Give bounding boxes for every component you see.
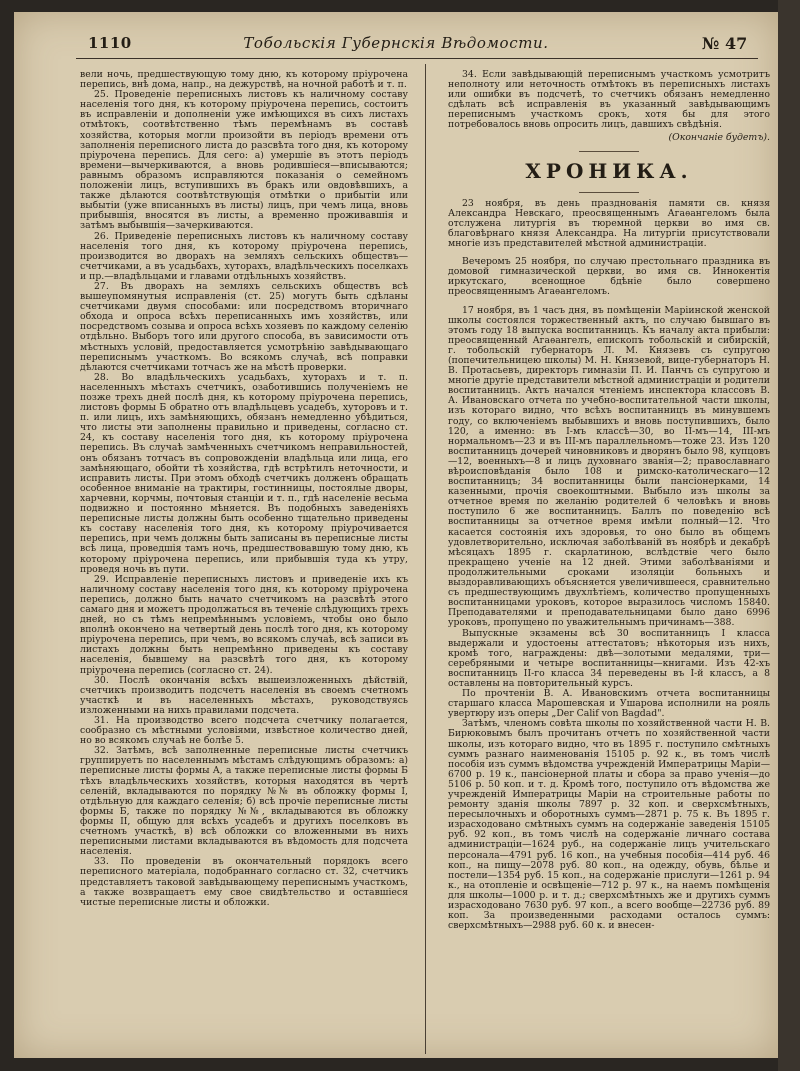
page-header xyxy=(14,12,778,64)
header-rule xyxy=(76,58,758,59)
paragraph: 33. По проведеніи въ окончательный порядокъ всего переписного матеріала, подобраннаго согласно ст. 32, счетчикъ представляетъ таковой завѣдывающему переписнымъ участкомъ, а также возвращаетъ ему свое свидѣтельство и оставшіеся чистые переписные листы и обложки. xyxy=(80,856,408,908)
paragraph: 25. Проведеніе переписныхъ листовъ къ наличному составу населенія того дня, къ которому пріурочена перепись, состоитъ въ исправленіи и дополненіи уже имѣющихся въ сихъ листахъ отмѣтокъ, соотвѣтственно тѣмъ перемѣнамъ въ составѣ хозяйства, которыя могли произойти въ періодъ времени отъ заполненія переписного листа до разсвѣта того дня, къ которому пріурочена перепись. Для сего: а) умершіе въ этотъ періодъ времени—вычеркиваются, а вновь родившіеся—вписываются; равнымъ образомъ исправляются показанія о семейномъ положеніи лицъ, вступившихъ въ бракъ или овдовѣвшихъ, а также дѣлаются соотвѣтствующія отмѣтки о прибытіи или выбытіи (уже вписанныхъ въ листы) лицъ, при чемъ лица, вновь прибывшія, вносятся въ листы, а временно проживавшія и затѣмъ выбывшія—зачеркиваются. xyxy=(80,89,408,232)
news-item: По прочтеніи В. А. Ивановскимъ отчета воспитанницы старшаго класса Марошевская и Ушарова исполнили на рояль увертюру изъ оперы „Der Calif von Bagdad". xyxy=(448,688,770,720)
newspaper-title: Тобольскія Губернскія Вѣдомости. xyxy=(243,34,549,52)
paragraph: 34. Если завѣдывающій переписнымъ участкомъ усмотритъ неполноту или неточность отмѣтокъ въ переписныхъ листахъ или ошибки въ подсчетѣ, то счетчикъ обязанъ немедленно сдѣлать всѣ исправленія въ указанный завѣдывающимъ переписнымъ участкомъ срокъ, хотя бы для этого потребовалось вновь опросить лицъ, давшихъ свѣдѣнія. xyxy=(448,70,770,131)
section-rule xyxy=(579,151,639,152)
section-rule xyxy=(579,192,639,193)
column-divider xyxy=(425,64,426,1054)
news-item: Выпускные экзамены всѣ 30 воспитанницъ I класса выдержали и удостоены аттестатовъ; нѣкоторыя изъ нихъ, кромѣ того, награждены: двѣ—золотыми медалями, три—серебряными и четыре воспитанницы—книгами. Изъ 42-хъ воспитанницъ II-го класса 34 переведены въ I-й классъ, а 8 оставлены на повторительный курсъ. xyxy=(448,627,770,689)
paragraph: 31. На производство всего подсчета счетчику полагается, сообразно съ мѣстными условіями, извѣстное количество дней, но во всякомъ случаѣ не болѣе 5. xyxy=(80,715,408,747)
to-be-continued: (Окончаніе будетъ). xyxy=(668,131,770,143)
left-column xyxy=(80,70,408,1050)
newspaper-page xyxy=(14,12,778,1058)
news-item: Затѣмъ, членомъ совѣта школы по хозяйственной части Н. В. Бирюковымъ былъ прочитанъ отчетъ по хозяйственной части школы, изъ котораго видно, что въ 1895 г. поступило смѣтныхъ суммъ разнаго наименованія 15105 р. 92 к., въ томъ числѣ пособія изъ суммъ вѣдомства учрежденій Императрицы Маріи—6700 р. 19 к., пансіонерной платы и сбора за право ученія—до 5106 р. 50 коп. и т. д. Кромѣ того, поступило отъ вѣдомства же учрежденій Императрицы Маріи на строительные работы по ремонту зданія школы 7897 р. 32 коп. и сверхсмѣтныхъ, пересылочныхъ и оборотныхъ суммъ—2871 р. 75 к. Въ 1895 г. израсходовано смѣтныхъ суммъ на содержаніе заведенія 15105 руб. 92 коп., въ томъ числѣ на содержаніе личнаго состава администраціи—1624 руб., на содержаніе лицъ учительскаго персонала—4791 руб. 16 коп., на учебныя пособія—414 руб. 46 коп., на пищу—2078 руб. 80 коп., на одежду, обувь, бѣлье и постели—1354 руб. 15 коп., на содержаніе прислуги—1261 р. 94 к., на отопленіе и освѣщеніе—712 р. 97 к., на наемъ помѣщенія для школы—1000 р. и т. д.; сверхсмѣтныхъ же и другихъ суммъ израсходовано 7630 руб. 97 коп., а всего вообще—22736 руб. 89 коп. За произведенными расходами осталось суммъ: сверхсмѣтныхъ—2988 руб. 60 к. и внесен- xyxy=(448,718,770,932)
news-item: 23 ноября, въ день празднованія памяти св. князя Александра Невскаго, преосвященнымъ Агаѳангеломъ была отслужена литургія въ тюремной церкви во имя св. благовѣрнаго князя Александра. На литургіи присутствовали многіе изъ представителей мѣстной администраціи. xyxy=(448,197,770,250)
paragraph: 32. Затѣмъ, всѣ заполненные переписные листы счетчикъ группируетъ по населеннымъ мѣстамъ слѣдующимъ образомъ: а) переписные листы формы А, а также переписные листы формы Б тѣхъ владѣльческихъ хозяйствъ, которыя находятся въ чертѣ селеній, вкладываются по порядку №№ въ обложку формы I, отдѣльную для каждаго селенія; б) всѣ прочіе переписные листы формы Б, также по порядку №№, вкладываются въ обложку формы II, общую для всѣхъ усадебъ и другихъ поселковъ въ счетномъ участкѣ, в) всѣ обложки со вложенными въ нихъ переписными листами вкладываются въ вѣдомость для подсчета населенія. xyxy=(80,745,408,858)
page-number: 1110 xyxy=(88,34,132,52)
paragraph: 29. Исправленіе переписныхъ листовъ и приведеніе ихъ къ наличному составу населенія того дня, къ которому пріурочена перепись, должно быть начато счетчикомъ на разсвѣтѣ этого самаго дня и можетъ продолжаться въ теченіе слѣдующихъ трехъ дней, но съ тѣмъ непремѣннымъ условіемъ, чтобы оно было вполнѣ окончено на четвертый день послѣ того дня, къ которому пріурочена перепись, при чемъ, во всякомъ случаѣ, всѣ записи въ листахъ должны быть непремѣнно приведены къ составу населенія, бывшему на разсвѣтѣ того дня, къ которому пріурочена перепись (согласно ст. 24). xyxy=(80,573,408,676)
right-column xyxy=(448,70,770,1050)
chronicle-heading: ХРОНИКА. xyxy=(525,158,693,183)
scan-edge xyxy=(778,0,800,1071)
paragraph: 30. Послѣ окончанія всѣхъ вышеизложенныхъ дѣйствій, счетчикъ производитъ подсчетъ населенія въ своемъ счетномъ участкѣ и въ населенныхъ мѣстахъ, руководствуясь изложенными на нихъ правилами подсчета. xyxy=(80,674,408,716)
news-item: 17 ноября, въ 1 часъ дня, въ помѣщеніи Маріинской женской школы состоялся торжественный актъ, по случаю бывшаго въ этомъ году 18 выпуска воспитанницъ. Къ началу акта прибыли: преосвященный Агаѳангелъ, епископъ тобольскій и сибирскій, г. тобольскій губернаторъ Л. М. Князевъ съ супругою (попечительницею школы) М. Н. Князевой, вице-губернаторъ Н. В. Протасьевъ, директоръ гимназіи П. И. Панчъ съ супругою и многіе другіе представители мѣстной администраціи и родители воспитанницъ. Актъ начался чтеніемъ инспектора классовъ В. А. Ивановскаго отчета по учебно-воспитательной части школы, изъ котораго видно, что всѣхъ воспитанницъ въ минувшемъ году, со включеніемъ выбывшихъ и вновь поступившихъ, было 120, а именно: въ I-мъ классѣ—30, во II-мъ—14, III-мъ нормальномъ—23 и въ III-мъ параллельномъ—тоже 23. Изъ 120 воспитанницъ дочерей чиновниковъ и дворянъ было 98, купцовъ—12, военныхъ—8 и лицъ духовнаго званія—2; православнаго вѣроисповѣданія было 108 и римско-католическаго—12 воспитанницъ; 34 воспитанницы были пансіонерками, 14 казенными, прочія своекоштными. Выбыло изъ школы за отчетное время по желанію родителей 6 человѣкъ и вновь поступило 6 же воспитанницъ. Баллъ по поведенію всѣ воспитанницы за отчетное время имѣли полный—12. Что касается состоянія ихъ здоровья, то оно было въ общемъ удовлетворительно, исключая заболѣваній въ ноябрѣ и декабрѣ мѣсяцахъ 1895 г. скарлатиною, вслѣдствіе чего было прекращено ученіе на 12 дней. Этими заболѣваніями и продолжительными сроками изоляціи больныхъ и выздоравливающихъ объясняется увеличившееся, сравнительно съ предшествующимъ двухлѣтіемъ, количество пропущенныхъ воспитанницами уроковъ, которое выразилось числомъ 15840. Преподавателями и преподавательницами было дано 6996 уроковъ, пропущено по уважительнымъ причинамъ—388. xyxy=(448,304,770,629)
paragraph: 28. Во владѣльческихъ усадьбахъ, хуторахъ и т. п. населенныхъ мѣстахъ счетчикъ, озаботившись полученіемъ не позже трехъ дней послѣ дня, къ которому пріурочена перепись, листовъ формы Б обратно отъ владѣльцевъ усадебъ, хуторовъ и т. п. или лицъ, ихъ замѣняющихъ, обязанъ немедленно убѣдиться, что листы эти заполнены правильно и приведены, согласно ст. 24, къ составу населенія того дня, къ которому пріурочена перепись. Въ случаѣ замѣченныхъ счетчикомъ неправильностей, онъ обязанъ тотчасъ въ сопровожденіи владѣльца или лица, его замѣняющаго, обойти тѣ хозяйства, гдѣ встрѣтилъ неточности, и исправить листы. При этомъ обходѣ счетчикъ долженъ обращать особенное вниманіе на трактиры, гостинницы, постоялые дворы, харчевни, корчмы, почтовыя станціи и т. п., гдѣ населеніе весьма подвижно и постоянно мѣняется. Въ подобныхъ заведеніяхъ переписные листы должны быть особенно тщательно приведены къ составу населенія того дня, къ которому пріурочивается перепись, при чемъ должны быть записаны въ переписные листы всѣ лица, проведшія тамъ ночь, предшествовавшую тому дню, къ которому пріурочена перепись, или прибывшія туда къ утру, проведя ночь въ пути. xyxy=(80,371,408,575)
paragraph: 26. Приведеніе переписныхъ листовъ къ наличному составу населенія того дня, къ которому пріурочена перепись, производится во дворахъ на земляхъ сельскихъ обществъ—счетчиками, а въ усадьбахъ, хуторахъ, владѣльческихъ поселкахъ и пр.—владѣльцами и главами отдѣльныхъ хозяйствъ. xyxy=(80,230,408,282)
issue-number: № 47 xyxy=(702,34,748,53)
paragraph: 27. Въ дворахъ на земляхъ сельскихъ обществъ всѣ вышеупомянутыя исправленія (ст. 25) могутъ быть сдѣланы счетчиками двумя способами: или посредствомъ вторичнаго обхода и опроса всѣхъ переписанныхъ имъ хозяйствъ, или посредствомъ созыва и опроса всѣхъ хозяевъ по каждому селенію отдѣльно. Выборъ того или другого способа, въ зависимости отъ мѣстныхъ условій, предоставляется усмотрѣнію завѣдывающаго переписнымъ участкомъ. Во всякомъ случаѣ, всѣ поправки дѣлаются счетчиками тотчасъ же на мѣстѣ проверки. xyxy=(80,280,408,373)
paragraph: вели ночь, предшествующую тому дню, къ которому пріурочена перепись, внѣ дома, напр., на дежурствѣ, на ночной работѣ и т. п. xyxy=(80,70,408,91)
news-item: Вечеромъ 25 ноября, по случаю престольнаго праздника въ домовой гимназической церкви, во имя св. Иннокентія иркутскаго, всенощное бдѣніе было совершено преосвященнымъ Агаѳангеломъ. xyxy=(448,256,770,298)
